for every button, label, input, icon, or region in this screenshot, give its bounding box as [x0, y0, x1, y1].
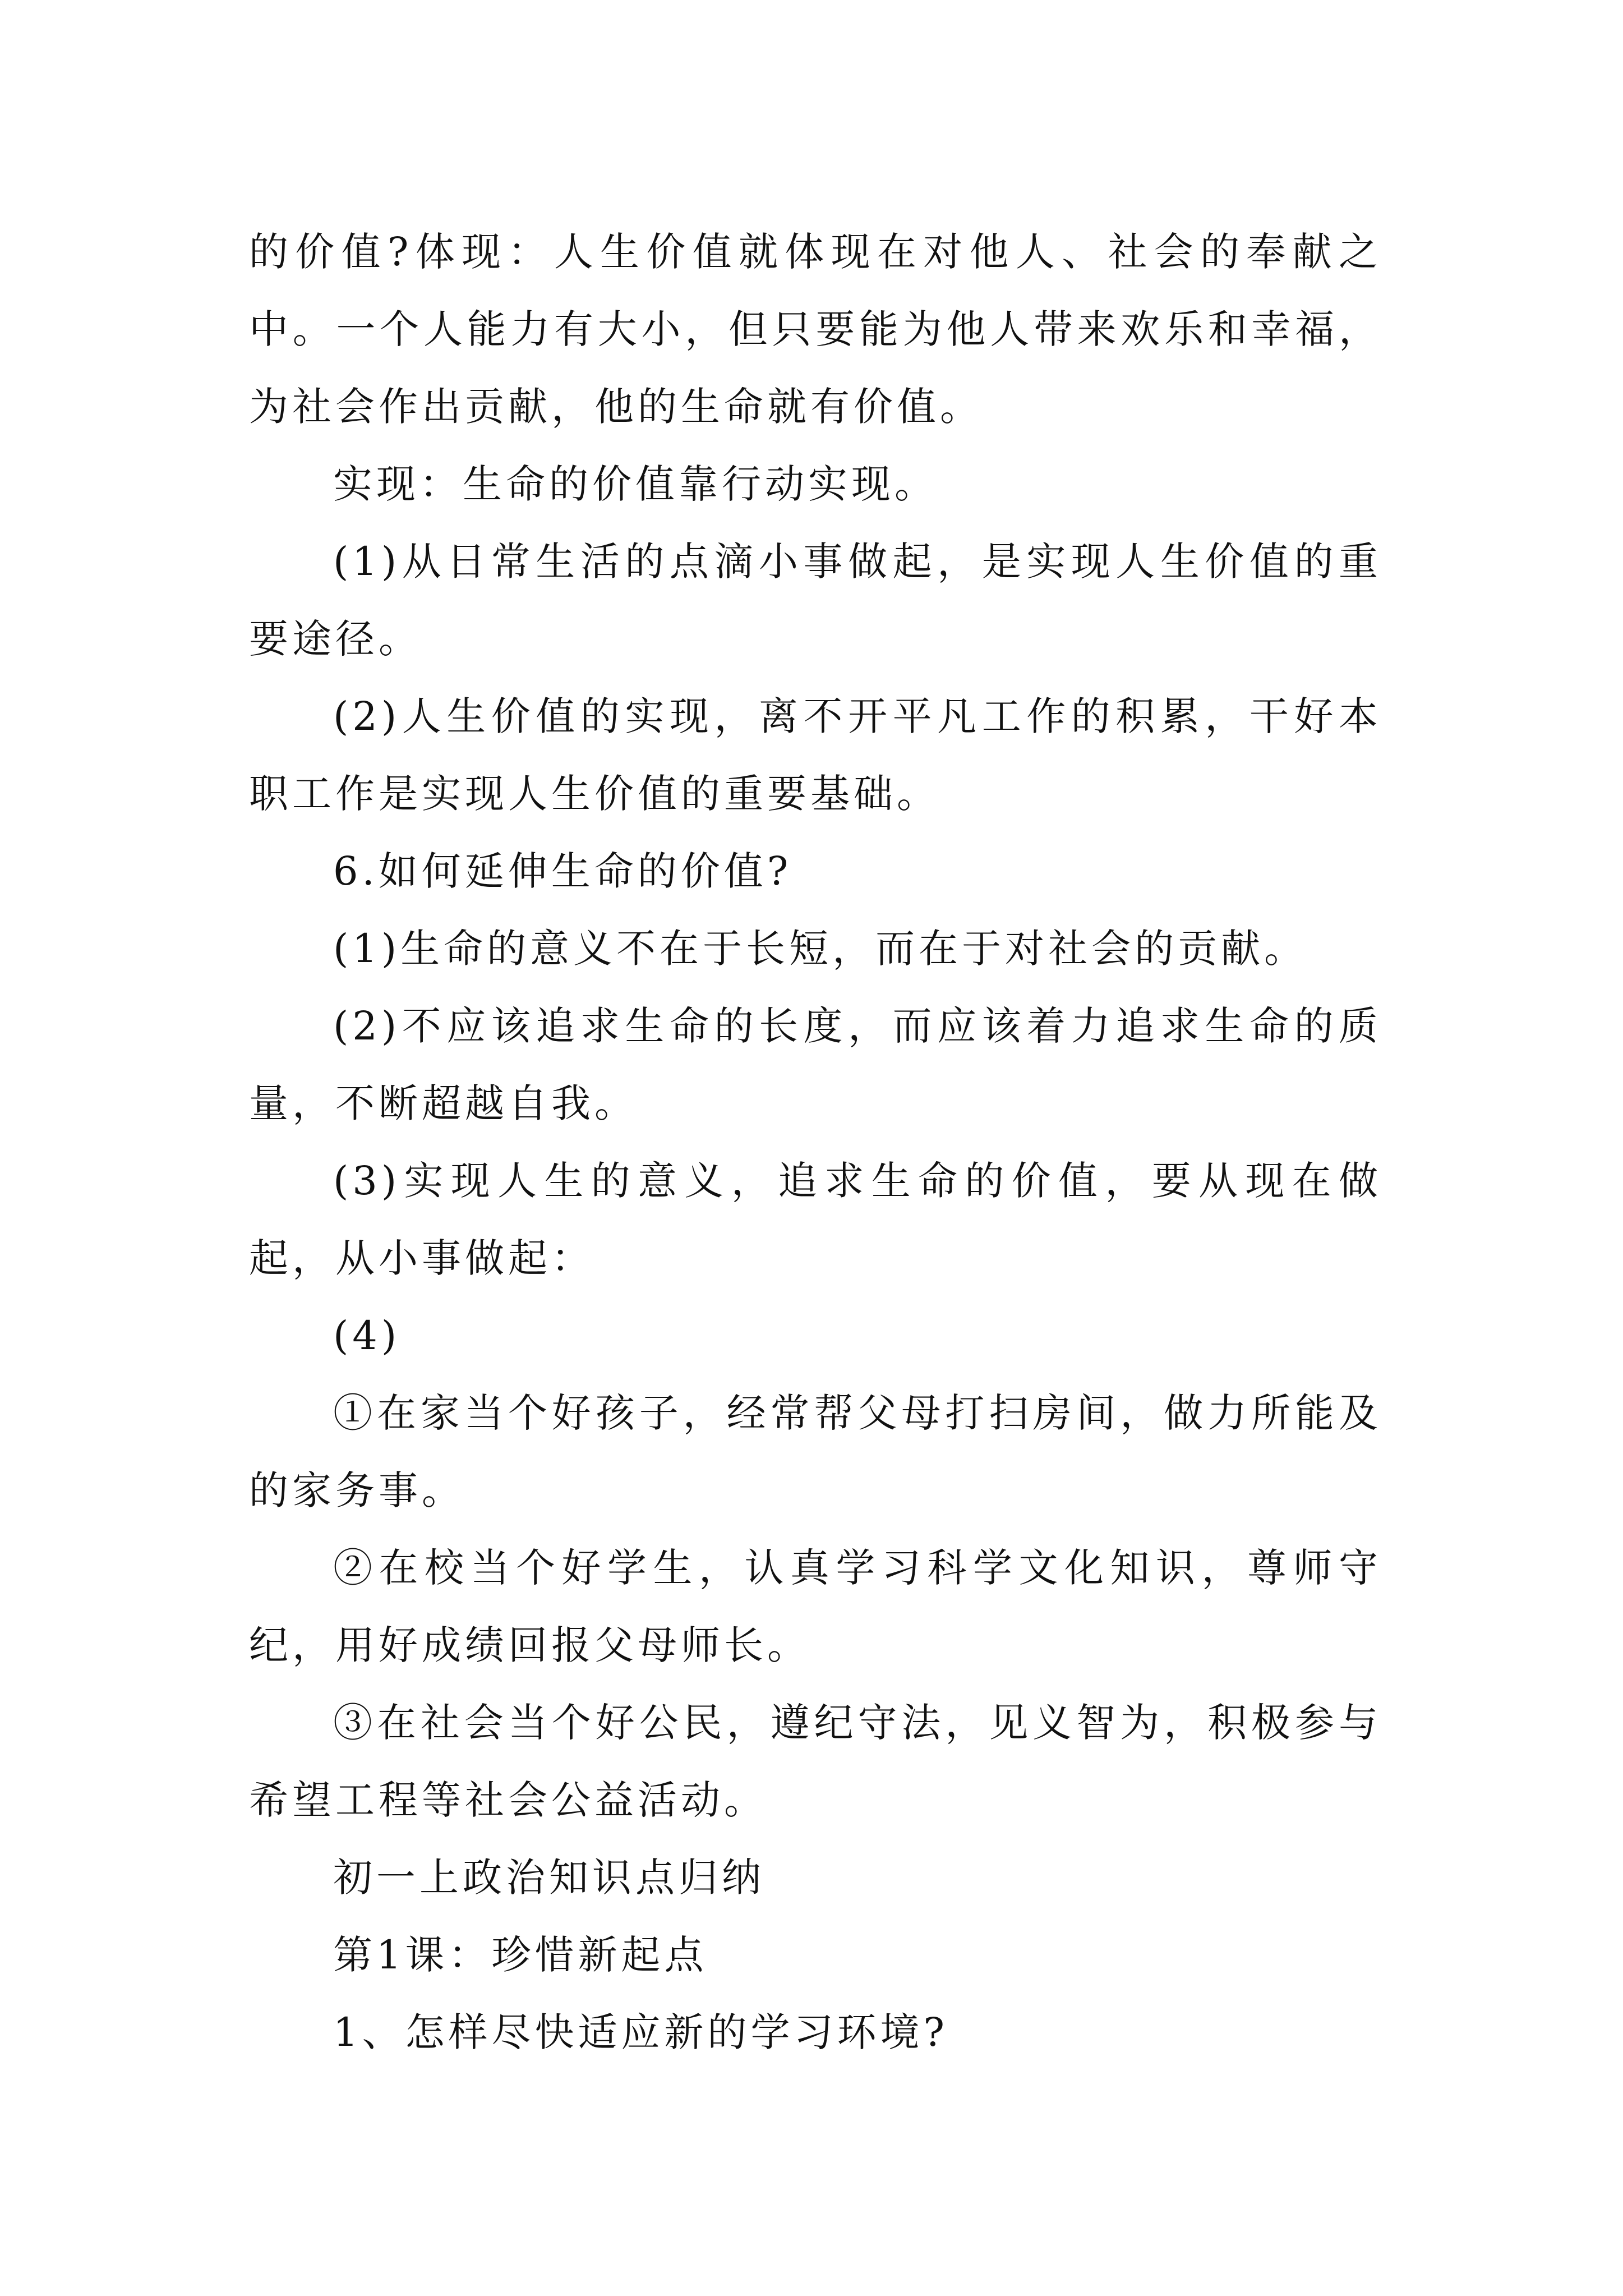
paragraph: ③在社会当个好公民，遵纪守法，见义智为，积极参与希望工程等社会公益活动。 — [249, 1700, 1382, 1823]
paragraph: 6.如何延伸生命的价值? — [333, 848, 792, 894]
lesson-title: 第1课：珍惜新起点 — [333, 1932, 708, 1978]
paragraph: ②在校当个好学生，认真学习科学文化知识，尊师守纪，用好成绩回报父母师长。 — [249, 1545, 1382, 1668]
body-text — [249, 213, 1382, 2071]
paragraph: (1)从日常生活的点滴小事做起，是实现人生价值的重要途径。 — [249, 539, 1382, 662]
section-heading: 初一上政治知识点归纳 — [333, 1855, 765, 1901]
paragraph: (4) — [333, 1313, 401, 1359]
paragraph: (2)不应该追求生命的长度，而应该着力追求生命的质量，不断超越自我。 — [249, 1003, 1382, 1126]
paragraph: (2)人生价值的实现，离不开平凡工作的积累，干好本职工作是实现人生价值的重要基础。 — [249, 693, 1382, 817]
paragraph: (3)实现人生的意义，追求生命的价值，要从现在做起，从小事做起： — [249, 1158, 1382, 1281]
question-item: 1、怎样尽快适应新的学习环境? — [333, 2009, 949, 2055]
paragraph: (1)生命的意义不在于长短，而在于对社会的贡献。 — [333, 926, 1308, 972]
paragraph: 实现：生命的价值靠行动实现。 — [333, 461, 938, 507]
paragraph: 的价值?体现：人生价值就体现在对他人、社会的奉献之中。一个人能力有大小，但只要能为他人带来欢乐和幸福，为社会作出贡献，他的生命就有价值。 — [249, 229, 1382, 430]
paragraph: ①在家当个好孩子，经常帮父母打扫房间，做力所能及的家务事。 — [249, 1390, 1382, 1513]
